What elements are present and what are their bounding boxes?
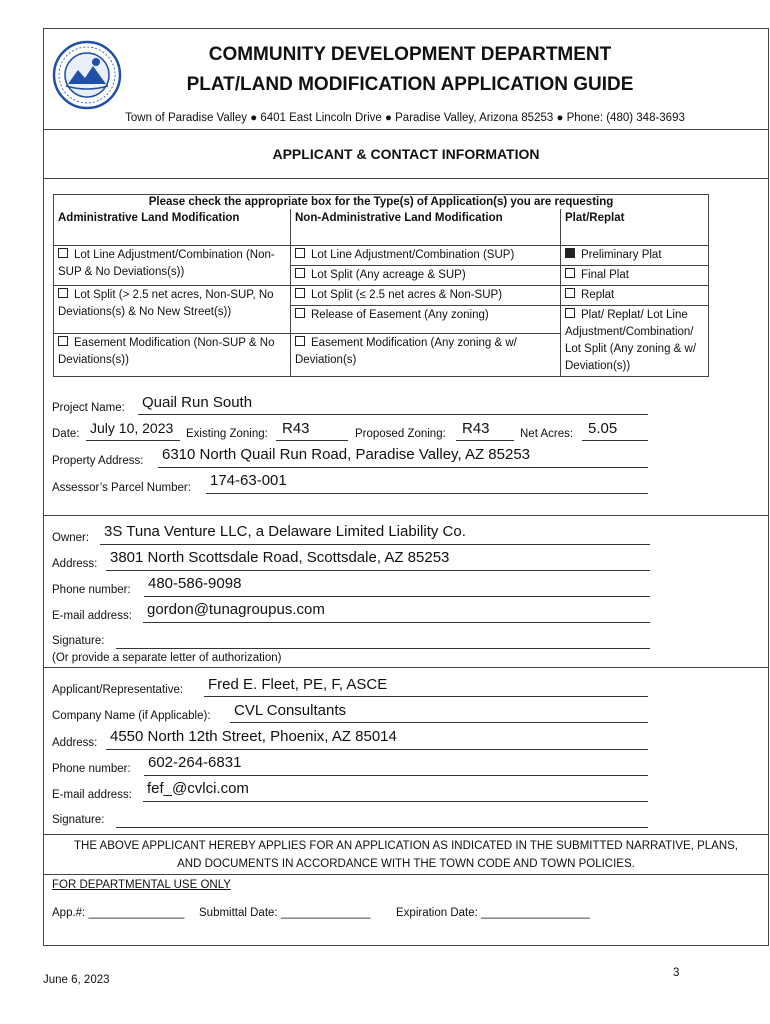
checkbox-icon[interactable] [295, 248, 305, 258]
owner-signature-line[interactable] [116, 648, 650, 649]
checkbox-icon[interactable] [295, 288, 305, 298]
owner-phone-field[interactable]: 480-586-9098 [148, 575, 242, 592]
checkbox-icon[interactable] [565, 288, 575, 298]
applicant-email-label: E-mail address: [52, 789, 132, 801]
checkbox-option[interactable]: Lot Line Adjustment/Combination (SUP) [291, 246, 561, 266]
apn-label: Assessor’s Parcel Number: [52, 482, 191, 494]
expiration-date-field: Expiration Date: _________________ [396, 907, 590, 919]
owner-email-field[interactable]: gordon@tunagroupus.com [147, 601, 325, 618]
net-acres-label: Net Acres: [520, 428, 574, 440]
divider [43, 667, 769, 668]
checkbox-option[interactable]: Lot Split (≤ 2.5 net acres & Non-SUP) [291, 286, 561, 306]
owner-signature-label: Signature: [52, 635, 105, 647]
checkbox-option[interactable]: Final Plat [561, 266, 709, 286]
date-field[interactable]: July 10, 2023 [90, 420, 174, 436]
checkbox-option[interactable]: Lot Split (> 2.5 net acres, Non-SUP, No Deviations(s) & No New Street(s)) [54, 286, 291, 334]
page-number: 3 [673, 967, 680, 979]
project-name-field[interactable]: Quail Run South [142, 394, 253, 411]
owner-email-label: E-mail address: [52, 610, 132, 622]
divider [43, 178, 769, 179]
underline [276, 440, 348, 441]
net-acres-field[interactable]: 5.05 [588, 420, 618, 437]
column-header-admin: Administrative Land Modification [54, 209, 291, 246]
submittal-date-field: Submittal Date: ______________ [199, 907, 371, 919]
town-address: Town of Paradise Valley ● 6401 East Lincoln Drive ● Paradise Valley, Arizona 85253 ● Phone: (480) 348-3693 [125, 112, 685, 124]
application-type-table [53, 194, 709, 377]
underline [100, 544, 650, 545]
applicant-signature-line[interactable] [116, 827, 648, 828]
underline [206, 493, 648, 494]
underline [144, 596, 650, 597]
project-name-label: Project Name: [52, 402, 125, 414]
checkbox-icon[interactable] [58, 336, 68, 346]
checkbox-icon[interactable] [58, 288, 68, 298]
title-line-2: PLAT/LAND MODIFICATION APPLICATION GUIDE [186, 74, 634, 95]
underline [86, 440, 180, 441]
divider [43, 129, 769, 130]
applicant-signature-label: Signature: [52, 814, 105, 826]
footer-date: June 6, 2023 [43, 974, 110, 986]
declaration-line-1: THE ABOVE APPLICANT HEREBY APPLIES FOR AN APPLICATION AS INDICATED IN THE SUBMITTED NARRATIVE, PLANS, [74, 840, 738, 852]
checkbox-icon[interactable] [58, 248, 68, 258]
underline [143, 801, 648, 802]
company-label: Company Name (if Applicable): [52, 710, 211, 722]
checkbox-option[interactable]: Easement Modification (Any zoning & w/ Deviation(s) [291, 334, 561, 377]
proposed-zoning-field[interactable]: R43 [462, 420, 490, 437]
applicant-email-field[interactable]: fef_@cvlci.com [147, 780, 249, 797]
existing-zoning-field[interactable]: R43 [282, 420, 310, 437]
checkbox-icon[interactable] [565, 268, 575, 278]
checkbox-option[interactable]: Replat [561, 286, 709, 306]
proposed-zoning-label: Proposed Zoning: [355, 428, 446, 440]
company-field[interactable]: CVL Consultants [234, 702, 347, 719]
checkbox-option[interactable]: Release of Easement (Any zoning) [291, 306, 561, 334]
applicant-field[interactable]: Fred E. Fleet, PE, F, ASCE [208, 676, 388, 693]
underline [138, 414, 648, 415]
checkbox-icon[interactable] [295, 268, 305, 278]
applicant-address-label: Address: [52, 737, 98, 749]
checkbox-option[interactable]: Easement Modification (Non-SUP & No Deviations(s)) [54, 334, 291, 377]
column-header-plat: Plat/Replat [561, 209, 709, 246]
title-line-1: COMMUNITY DEVELOPMENT DEPARTMENT [208, 44, 612, 65]
underline [144, 775, 648, 776]
checkbox-option[interactable]: Lot Line Adjustment/Combination (Non-SUP & No Deviations(s)) [54, 246, 291, 286]
applicant-phone-label: Phone number: [52, 763, 131, 775]
apn-field[interactable]: 174-63-001 [210, 472, 287, 489]
property-address-label: Property Address: [52, 455, 144, 467]
office-use-heading: FOR DEPARTMENTAL USE ONLY [52, 879, 231, 891]
date-label: Date: [52, 428, 80, 440]
applicant-label: Applicant/Representative: [52, 684, 184, 696]
underline [230, 722, 648, 723]
owner-address-field[interactable]: 3801 North Scottsdale Road, Scottsdale, AZ 85253 [110, 549, 450, 566]
underline [106, 570, 650, 571]
divider [43, 515, 769, 516]
app-number-field: App.#: _______________ [52, 907, 185, 919]
checkbox-option[interactable]: Preliminary Plat [561, 246, 709, 266]
checkbox-checked-icon[interactable] [565, 248, 575, 258]
underline [204, 696, 648, 697]
column-header-nonadmin: Non-Administrative Land Modification [291, 209, 561, 246]
table-caption: Please check the appropriate box for the Type(s) of Application(s) you are requesting [54, 195, 709, 210]
declaration-line-2: AND DOCUMENTS IN ACCORDANCE WITH THE TOWN CODE AND TOWN POLICIES. [177, 858, 635, 870]
applicant-address-field[interactable]: 4550 North 12th Street, Phoenix, AZ 85014 [110, 728, 397, 745]
checkbox-icon[interactable] [565, 308, 575, 318]
divider [43, 834, 769, 835]
underline [158, 467, 648, 468]
underline [143, 622, 650, 623]
checkbox-icon[interactable] [295, 336, 305, 346]
underline [582, 440, 648, 441]
owner-field[interactable]: 3S Tuna Venture LLC, a Delaware Limited Liability Co. [104, 523, 466, 540]
checkbox-option[interactable]: Lot Split (Any acreage & SUP) [291, 266, 561, 286]
checkbox-icon[interactable] [295, 308, 305, 318]
property-address-field[interactable]: 6310 North Quail Run Road, Paradise Valley, AZ 85253 [162, 446, 530, 463]
applicant-phone-field[interactable]: 602-264-6831 [148, 754, 242, 771]
existing-zoning-label: Existing Zoning: [186, 428, 268, 440]
checkbox-option[interactable]: Plat/ Replat/ Lot Line Adjustment/Combination/ Lot Split (Any zoning & w/ Deviation(s)) [561, 306, 709, 377]
owner-phone-label: Phone number: [52, 584, 131, 596]
underline [456, 440, 514, 441]
authorization-note: (Or provide a separate letter of authorization) [52, 652, 282, 664]
owner-label: Owner: [52, 532, 90, 544]
section-title: APPLICANT & CONTACT INFORMATION [272, 146, 540, 162]
underline [106, 749, 648, 750]
divider [43, 874, 769, 875]
owner-address-label: Address: [52, 558, 98, 570]
